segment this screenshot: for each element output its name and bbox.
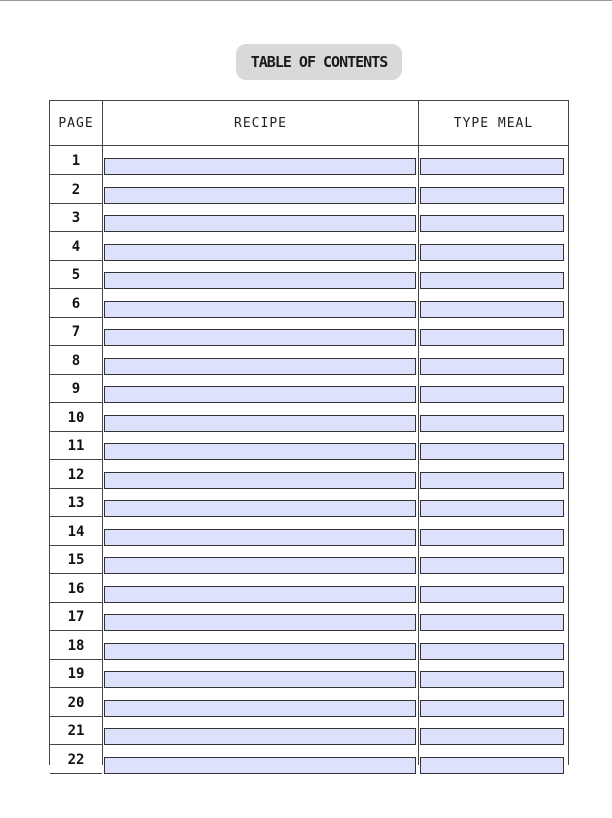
page-number: 4	[71, 238, 81, 255]
recipe-field[interactable]	[104, 500, 416, 517]
page-top-border	[0, 0, 612, 1]
table-row	[50, 176, 568, 204]
recipe-field[interactable]	[104, 358, 416, 375]
page-number: 22	[67, 751, 85, 768]
table-header-row	[50, 101, 568, 146]
type-meal-field[interactable]	[420, 187, 564, 204]
type-meal-field[interactable]	[420, 158, 564, 175]
table-row	[50, 603, 568, 631]
table-row	[50, 347, 568, 375]
page-number: 13	[67, 495, 85, 511]
table-row	[50, 290, 568, 318]
page-number: 11	[67, 438, 85, 454]
page-number: 18	[67, 637, 85, 654]
recipe-field[interactable]	[104, 757, 416, 774]
table-row	[50, 689, 568, 717]
page-number: 14	[67, 523, 85, 540]
page-number: 12	[67, 466, 85, 483]
table-row	[50, 432, 568, 460]
type-meal-field[interactable]	[420, 329, 564, 346]
type-meal-field[interactable]	[420, 586, 564, 603]
table-row	[50, 404, 568, 432]
header-recipe: RECIPE	[234, 115, 287, 131]
type-meal-field[interactable]	[420, 215, 564, 232]
recipe-field[interactable]	[104, 557, 416, 574]
table-row	[50, 489, 568, 517]
recipe-field[interactable]	[104, 443, 416, 460]
toc-table	[49, 100, 569, 768]
type-meal-field[interactable]	[420, 272, 564, 289]
type-meal-field[interactable]	[420, 529, 564, 546]
page-title: TABLE OF CONTENTS	[236, 44, 402, 80]
recipe-field[interactable]	[104, 272, 416, 289]
table-row	[50, 318, 568, 346]
row-separator	[50, 773, 102, 774]
recipe-field[interactable]	[104, 187, 416, 204]
page-number: 5	[71, 267, 81, 283]
recipe-field[interactable]	[104, 158, 416, 175]
page-number: 20	[67, 694, 85, 711]
page-number: 21	[67, 723, 85, 739]
table-row	[50, 204, 568, 232]
recipe-field[interactable]	[104, 215, 416, 232]
table-row	[50, 261, 568, 289]
type-meal-field[interactable]	[420, 757, 564, 774]
type-meal-field[interactable]	[420, 700, 564, 717]
type-meal-field[interactable]	[420, 728, 564, 745]
type-meal-field[interactable]	[420, 386, 564, 403]
type-meal-field[interactable]	[420, 614, 564, 631]
table-row	[50, 461, 568, 489]
type-meal-field[interactable]	[420, 301, 564, 318]
recipe-field[interactable]	[104, 728, 416, 745]
table-row	[50, 746, 568, 774]
page-number: 16	[67, 580, 85, 597]
type-meal-field[interactable]	[420, 415, 564, 432]
type-meal-field[interactable]	[420, 557, 564, 574]
type-meal-field[interactable]	[420, 443, 564, 460]
page-number: 3	[71, 210, 81, 226]
table-row	[50, 518, 568, 546]
header-type-meal: TYPE MEAL	[453, 115, 534, 131]
type-meal-field[interactable]	[420, 500, 564, 517]
recipe-field[interactable]	[104, 614, 416, 631]
type-meal-field[interactable]	[420, 244, 564, 261]
page-number: 1	[71, 153, 81, 169]
recipe-field[interactable]	[104, 643, 416, 660]
table-row	[50, 575, 568, 603]
type-meal-field[interactable]	[420, 671, 564, 688]
header-page: PAGE	[58, 115, 94, 131]
table-row	[50, 375, 568, 403]
recipe-field[interactable]	[104, 415, 416, 432]
type-meal-field[interactable]	[420, 472, 564, 489]
recipe-field[interactable]	[104, 671, 416, 688]
page-number: 10	[67, 409, 85, 426]
recipe-field[interactable]	[104, 529, 416, 546]
page-number: 7	[71, 324, 81, 340]
page-number: 17	[67, 609, 85, 625]
page-number: 19	[67, 666, 85, 682]
table-row	[50, 546, 568, 574]
page-number: 15	[67, 552, 85, 568]
page-number: 8	[71, 352, 81, 369]
page-number: 9	[71, 381, 81, 397]
recipe-field[interactable]	[104, 586, 416, 603]
type-meal-field[interactable]	[420, 358, 564, 375]
table-row	[50, 147, 568, 175]
table-row	[50, 717, 568, 745]
page-number: 2	[71, 181, 81, 198]
recipe-field[interactable]	[104, 244, 416, 261]
table-row	[50, 660, 568, 688]
type-meal-field[interactable]	[420, 643, 564, 660]
recipe-field[interactable]	[104, 700, 416, 717]
page-number: 6	[71, 295, 81, 312]
table-row	[50, 632, 568, 660]
recipe-field[interactable]	[104, 472, 416, 489]
recipe-field[interactable]	[104, 386, 416, 403]
recipe-field[interactable]	[104, 329, 416, 346]
table-row	[50, 233, 568, 261]
recipe-field[interactable]	[104, 301, 416, 318]
